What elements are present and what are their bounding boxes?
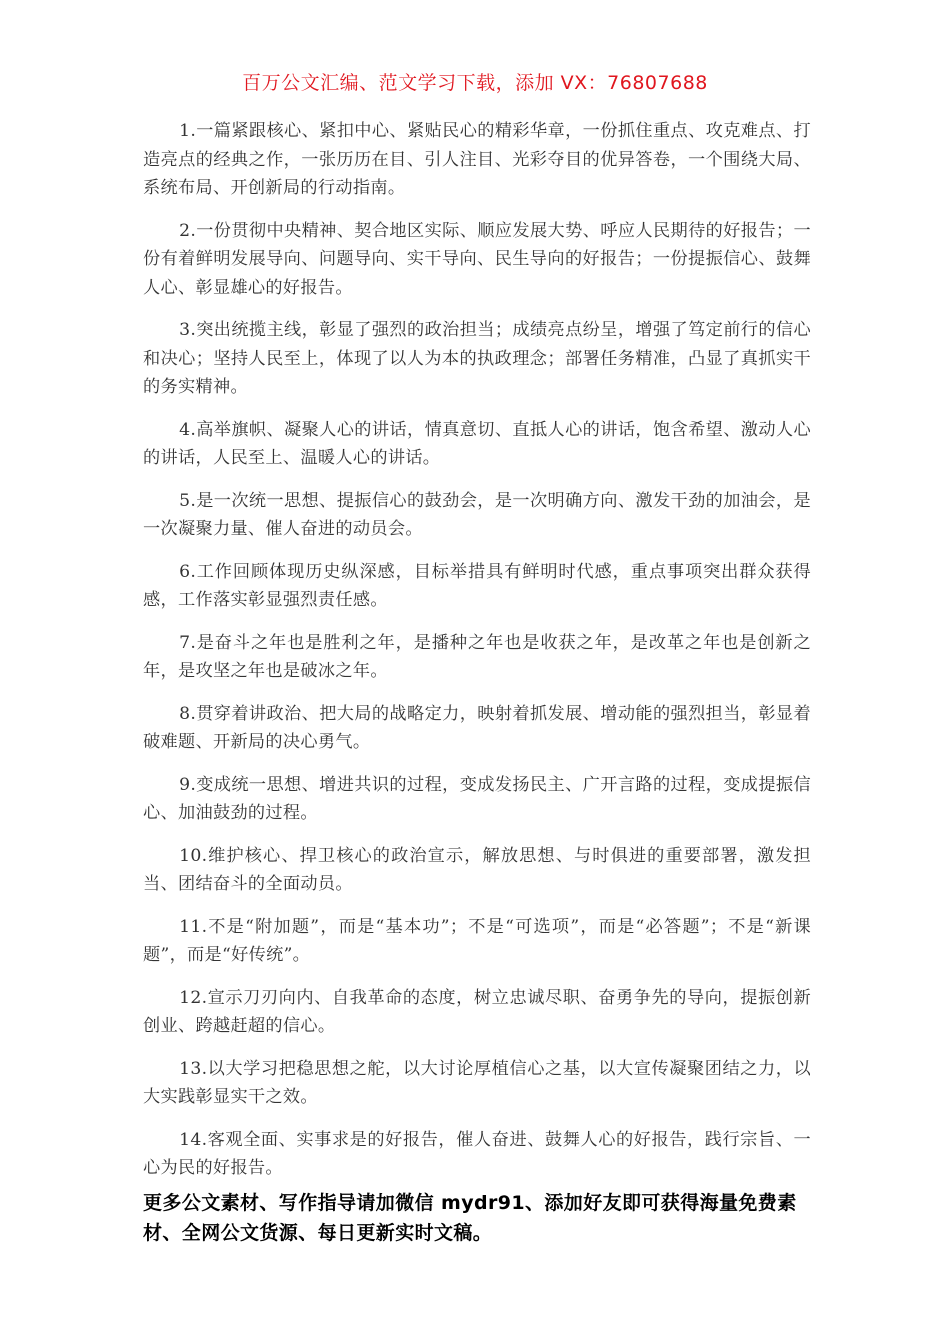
paragraph-9: 9.变成统一思想、增进共识的过程，变成发扬民主、广开言路的过程，变成提振信心、加油鼓劲的过程。	[143, 774, 811, 823]
paragraph-8: 8.贯穿着讲政治、把大局的战略定力，映射着抓发展、增动能的强烈担当，彰显着破难题、开新局的决心勇气。	[143, 703, 811, 752]
paragraph-11: 11.不是“附加题”，而是“基本功”；不是“可选项”，而是“必答题”；不是“新课题”，而是“好传统”。	[143, 916, 811, 965]
paragraph-2: 2.一份贯彻中央精神、契合地区实际、顺应发展大势、呼应人民期待的好报告；一份有着鲜明发展导向、问题导向、实干导向、民生导向的好报告；一份提振信心、鼓舞人心、彰显雄心的好报告。	[143, 220, 811, 298]
paragraph-12: 12.宣示刀刃向内、自我革命的态度，树立忠诚尽职、奋勇争先的导向，提振创新创业、跨越赶超的信心。	[143, 987, 811, 1036]
watermark-header: 百万公文汇编、范文学习下载，添加 VX：76807688	[242, 72, 708, 94]
paragraph-6: 6.工作回顾体现历史纵深感，目标举措具有鲜明时代感，重点事项突出群众获得感，工作落实彰显强烈责任感。	[143, 561, 811, 610]
paragraph-13: 13.以大学习把稳思想之舵，以大讨论厚植信心之基，以大宣传凝聚团结之力，以大实践彰显实干之效。	[143, 1058, 811, 1107]
paragraph-5: 5.是一次统一思想、提振信心的鼓劲会，是一次明确方向、激发干劲的加油会，是一次凝聚力量、催人奋进的动员会。	[143, 490, 811, 539]
paragraph-10: 10.维护核心、捍卫核心的政治宣示，解放思想、与时俱进的重要部署，激发担当、团结奋斗的全面动员。	[143, 845, 811, 894]
paragraph-1: 1.一篇紧跟核心、紧扣中心、紧贴民心的精彩华章，一份抓住重点、攻克难点、打造亮点的经典之作，一张历历在目、引人注目、光彩夺目的优异答卷，一个围绕大局、系统布局、开创新局的行动指南。	[143, 121, 811, 198]
promo-footer: 更多公文素材、写作指导请加微信 mydr91、添加好友即可获得海量免费素材、全网公文货源、每日更新实时文稿。	[143, 1192, 797, 1244]
paragraph-3: 3.突出统揽主线，彰显了强烈的政治担当；成绩亮点纷呈，增强了笃定前行的信心和决心；坚持人民至上，体现了以人为本的执政理念；部署任务精准，凸显了真抓实干的务实精神。	[143, 320, 811, 397]
document-body	[143, 117, 811, 1197]
paragraph-7: 7.是奋斗之年也是胜利之年，是播种之年也是收获之年，是改革之年也是创新之年，是攻坚之年也是破冰之年。	[143, 632, 811, 681]
paragraph-14: 14.客观全面、实事求是的好报告，催人奋进、鼓舞人心的好报告，践行宗旨、一心为民的好报告。	[143, 1129, 811, 1178]
paragraph-4: 4.高举旗帜、凝聚人心的讲话，情真意切、直抵人心的讲话，饱含希望、激动人心的讲话，人民至上、温暖人心的讲话。	[143, 419, 811, 468]
